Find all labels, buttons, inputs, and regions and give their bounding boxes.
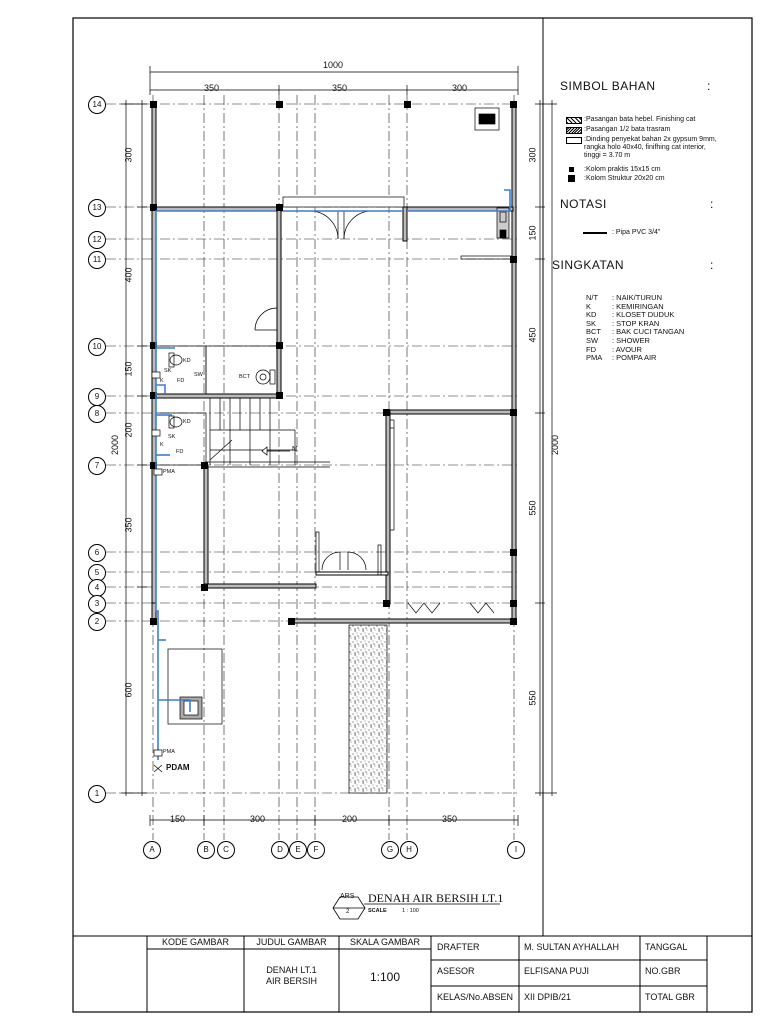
grid-col-bubble: B bbox=[197, 841, 215, 859]
drawing-number: 2 bbox=[346, 909, 350, 915]
grid-row-bubble: 14 bbox=[88, 96, 106, 114]
legend-pipe-line bbox=[583, 232, 607, 234]
dim-bottom-2: 300 bbox=[250, 814, 266, 824]
legend-notasi-title: NOTASI bbox=[560, 197, 607, 211]
grid-col-bubble: H bbox=[400, 841, 418, 859]
tb-asesor-value: ELFISANA PUJI bbox=[524, 966, 590, 976]
grid-row-bubble: 3 bbox=[88, 595, 106, 613]
abbrev-desc: : KEMIRINGAN bbox=[612, 301, 664, 311]
legend-swatch-kolom-struktur bbox=[568, 175, 575, 182]
tb-kode-gambar-header: KODE GAMBAR bbox=[161, 937, 229, 947]
legend-simbol-colon: : bbox=[707, 79, 711, 93]
abbrev-code: PMA bbox=[586, 353, 603, 363]
grid-col-bubble: G bbox=[381, 841, 399, 859]
label-kd-1: KD bbox=[183, 358, 191, 364]
label-sk-1: SK bbox=[164, 368, 172, 374]
grid-col-bubble: F bbox=[307, 841, 325, 859]
drawing-scale-label: SCALE bbox=[368, 908, 387, 914]
tb-judul-line2: AIR BERSIH bbox=[265, 976, 317, 986]
abbrev-code: KD bbox=[586, 310, 597, 320]
legend-item-kolom-struktur: :Kolom Struktur 20x20 cm bbox=[584, 175, 665, 182]
tb-nogbr-label: NO.GBR bbox=[645, 966, 681, 976]
label-stair-n: N bbox=[292, 446, 298, 453]
label-sw-1: SW bbox=[194, 372, 203, 378]
grid-row-bubble: 5 bbox=[88, 564, 106, 582]
grid-row-bubble: 4 bbox=[88, 579, 106, 597]
dim-left-4: 200 bbox=[123, 422, 134, 438]
tb-skala-gambar-header: SKALA GAMBAR bbox=[349, 937, 421, 947]
label-kd-2: KD bbox=[183, 419, 191, 425]
grid-row-bubble: 8 bbox=[88, 405, 106, 423]
dim-bottom-4: 350 bbox=[442, 814, 458, 824]
abbrev-desc: : POMPA AIR bbox=[612, 353, 657, 363]
abbrev-code: K bbox=[586, 301, 592, 311]
grid-col-bubble: C bbox=[217, 841, 235, 859]
dim-top-3: 300 bbox=[452, 83, 468, 93]
grid-col-bubble: E bbox=[289, 841, 307, 859]
grid-col-bubble: A bbox=[143, 841, 161, 859]
grid-row-bubble: 9 bbox=[88, 388, 106, 406]
water-pipes bbox=[156, 190, 510, 760]
dim-bottom-3: 200 bbox=[342, 814, 358, 824]
exterior-walls bbox=[152, 104, 516, 623]
legend-swatch-kolom-praktis bbox=[569, 167, 574, 172]
dim-right-1: 300 bbox=[527, 147, 538, 163]
dim-left-2: 400 bbox=[123, 267, 134, 283]
tb-asesor-label: ASESOR bbox=[437, 966, 475, 976]
legend-swatch-gypsum bbox=[566, 137, 582, 144]
drawing-scale-value: 1 : 100 bbox=[402, 908, 419, 914]
tb-judul-gambar-header: JUDUL GAMBAR bbox=[256, 937, 327, 947]
grid-row-bubble: 1 bbox=[88, 785, 106, 803]
dim-left-5: 350 bbox=[123, 517, 134, 533]
abbrev-code: BCT bbox=[586, 327, 601, 337]
abbrev-code: N/T bbox=[586, 293, 599, 302]
abbrev-code: SW bbox=[586, 336, 599, 345]
label-k-1: K bbox=[160, 378, 164, 384]
abbrev-code: SK bbox=[586, 318, 597, 328]
label-sk-2: SK bbox=[168, 434, 176, 440]
grid-row-bubble: 7 bbox=[88, 457, 106, 475]
grid-row-bubble: 2 bbox=[88, 613, 106, 631]
legend-swatch-hebel bbox=[566, 117, 582, 124]
legend-item-gypsum-2: rangka holo 40x40, finifhing cat interior, bbox=[584, 144, 706, 151]
legend-notasi-item: : Pipa PVC 3/4" bbox=[612, 229, 661, 236]
grid-col-bubble: I bbox=[507, 841, 525, 859]
legend-singkatan-colon: : bbox=[710, 258, 714, 272]
abbrev-desc: : AVOUR bbox=[612, 344, 642, 354]
label-pma-2: PMA bbox=[163, 749, 175, 755]
legend-item-hebel: :Pasangan bata hebel. Finishing cat bbox=[584, 116, 696, 123]
abbrev-code: FD bbox=[586, 344, 596, 354]
tb-drafter-value: M. SULTAN AYHALLAH bbox=[524, 942, 620, 952]
abbrev-desc: : NAIK/TURUN bbox=[612, 293, 663, 302]
dim-bottom-1: 150 bbox=[170, 814, 186, 824]
label-pma-1: PMA bbox=[163, 469, 175, 475]
drawing-code: ARS bbox=[340, 893, 355, 900]
grid-row-bubble: 10 bbox=[88, 338, 106, 356]
tb-totalgbr-label: TOTAL GBR bbox=[645, 992, 695, 1002]
label-k-2: K bbox=[160, 442, 164, 448]
dim-total-width: 1000 bbox=[323, 60, 344, 70]
grid-col-bubble: D bbox=[271, 841, 289, 859]
tb-judul-line1: DENAH LT.1 bbox=[266, 965, 317, 975]
abbrev-desc: : KLOSET DUDUK bbox=[612, 310, 675, 320]
grid-row-bubble: 6 bbox=[88, 544, 106, 562]
label-fd-2: FD bbox=[176, 449, 184, 455]
label-pdam: PDAM bbox=[166, 763, 190, 772]
grid-row-bubble: 12 bbox=[88, 231, 106, 249]
legend-item-gypsum-3: tinggi = 3.70 m bbox=[584, 152, 631, 159]
dim-right-total: 2000 bbox=[550, 434, 561, 456]
legend-singkatan-title: SINGKATAN bbox=[552, 258, 625, 272]
dim-left-3: 150 bbox=[123, 361, 134, 377]
abbrev-desc: : SHOWER bbox=[612, 336, 650, 345]
dim-left-total: 2000 bbox=[110, 434, 121, 456]
legend-item-trasram: :Pasangan 1/2 bata trasram bbox=[584, 126, 671, 133]
dim-top-2: 350 bbox=[332, 83, 348, 93]
legend-swatch-trasram bbox=[566, 127, 582, 134]
dim-right-3: 450 bbox=[527, 327, 538, 343]
dim-left-6: 600 bbox=[123, 682, 134, 698]
legend-notasi-colon: : bbox=[710, 197, 714, 211]
tb-tanggal-label: TANGGAL bbox=[645, 942, 688, 952]
dim-left-1: 300 bbox=[123, 147, 134, 163]
label-bct: BCT bbox=[239, 374, 250, 380]
dim-right-5: 550 bbox=[527, 690, 538, 706]
tb-skala-value: 1:100 bbox=[369, 970, 401, 984]
abbrev-desc: : BAK CUCI TANGAN bbox=[612, 327, 685, 337]
grid-row-bubble: 11 bbox=[88, 251, 106, 269]
grid-row-bubble: 13 bbox=[88, 199, 106, 217]
tb-drafter-label: DRAFTER bbox=[437, 942, 480, 952]
dim-right-4: 550 bbox=[527, 500, 538, 516]
drawing-title: DENAH AIR BERSIH LT.1 bbox=[368, 891, 504, 905]
tb-kelas-value: XII DPIB/21 bbox=[524, 992, 572, 1002]
abbrev-desc: : STOP KRAN bbox=[612, 318, 660, 328]
legend-item-gypsum-1: :Dinding penyekat bahan 2x gypsum 9mm, bbox=[584, 136, 717, 143]
tb-kelas-label: KELAS/No.ABSEN bbox=[437, 992, 514, 1002]
dim-right-2: 150 bbox=[527, 225, 538, 241]
dim-top-1: 350 bbox=[204, 83, 220, 93]
legend-item-kolom-praktis: :Kolom praktis 15x15 cm bbox=[584, 166, 661, 173]
legend-simbol-title: SIMBOL BAHAN bbox=[560, 79, 656, 93]
label-fd-1: FD bbox=[177, 378, 185, 384]
